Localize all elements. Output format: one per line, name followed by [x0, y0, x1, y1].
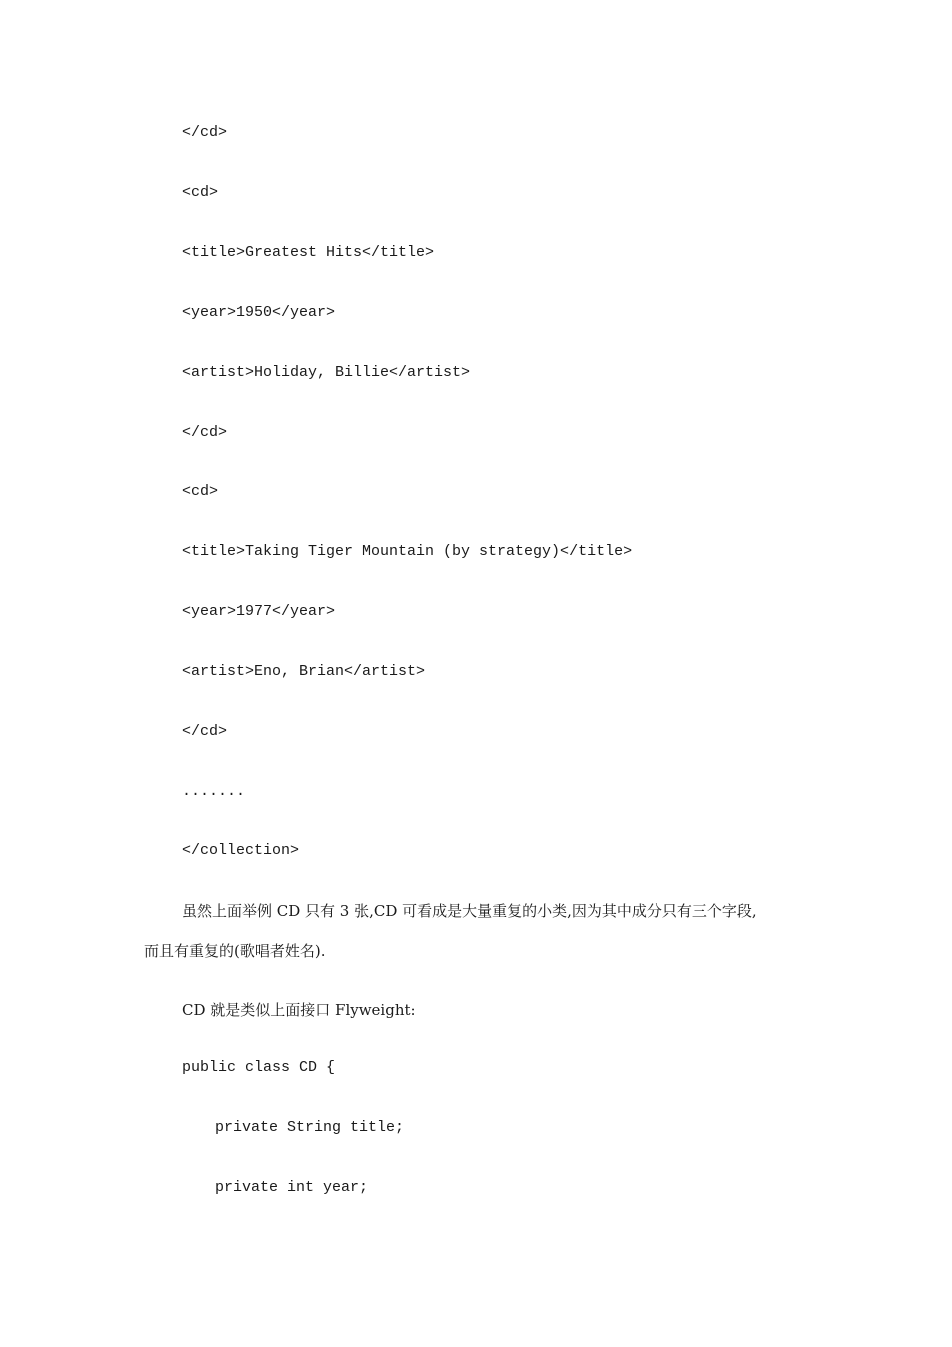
field-year-line: private int year; — [215, 1179, 369, 1196]
xml-title-line: <title>Greatest Hits</title> — [182, 244, 435, 261]
xml-collection-close-line: </collection> — [182, 842, 300, 859]
field-title-line: private String title; — [215, 1119, 405, 1136]
paragraph-line-1: 虽然上面举例 CD 只有 3 张,CD 可看成是大量重复的小类,因为其中成分只有三个字段, — [182, 902, 757, 920]
xml-cd-close-line: </cd> — [182, 723, 228, 740]
xml-cd-open-line: <cd> — [182, 483, 219, 500]
class-declaration-line: public class CD { — [182, 1059, 336, 1076]
ellipsis-line: ....... — [182, 783, 246, 800]
xml-artist-line: <artist>Eno, Brian</artist> — [182, 663, 426, 680]
paragraph-line-2: 而且有重复的(歌唱者姓名). — [144, 942, 326, 960]
xml-year-line: <year>1977</year> — [182, 603, 336, 620]
xml-cd-open-line: <cd> — [182, 184, 219, 201]
xml-title-line: <title>Taking Tiger Mountain (by strategy)</title> — [182, 543, 633, 560]
xml-artist-line: <artist>Holiday, Billie</artist> — [182, 364, 471, 381]
intro-line: CD 就是类似上面接口 Flyweight: — [182, 1001, 416, 1019]
xml-cd-close-line: </cd> — [182, 124, 228, 141]
xml-year-line: <year>1950</year> — [182, 304, 336, 321]
xml-cd-close-line: </cd> — [182, 424, 228, 441]
